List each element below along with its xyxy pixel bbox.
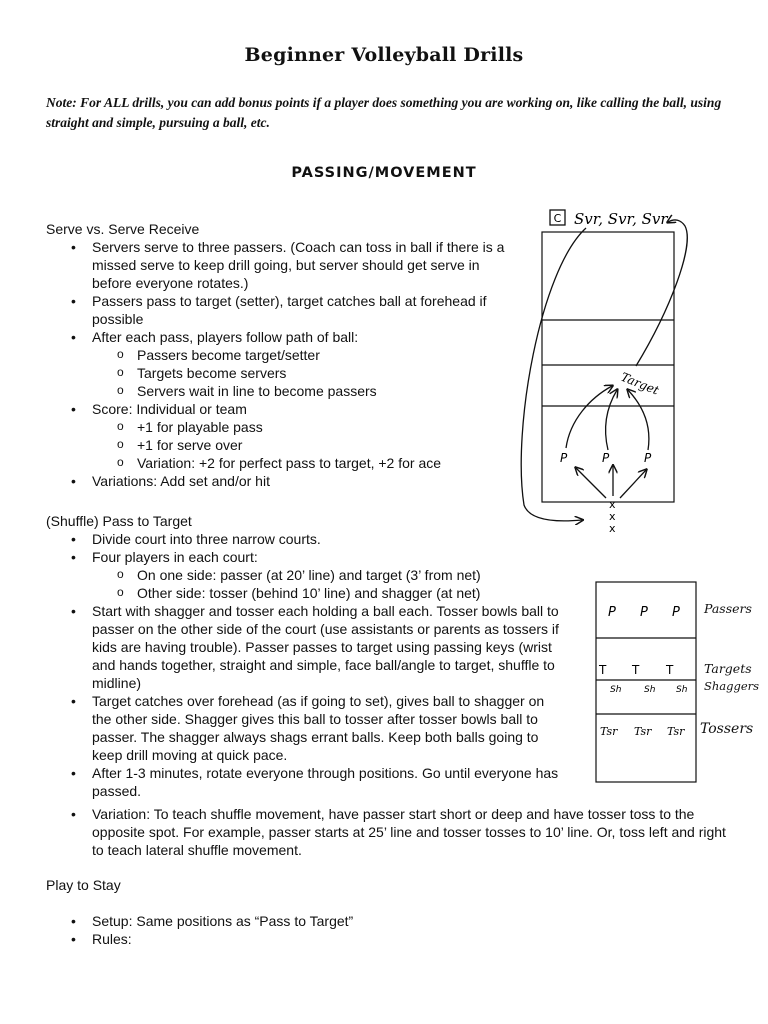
serve-receive-diagram bbox=[520, 200, 710, 540]
servers-label: Svr, Svr, Svr bbox=[574, 210, 668, 228]
target-label: Target bbox=[618, 369, 661, 398]
list-item bbox=[46, 548, 560, 602]
list-item: • Servers serve to three passers. (Coach can toss in ball if there is a missed serve to keep drill going, but server should get serve in before everyone rotates.) bbox=[46, 238, 506, 292]
shagger-marker: Sh bbox=[644, 685, 656, 695]
passer-marker: P bbox=[672, 605, 680, 620]
server-line-marker: x bbox=[609, 522, 616, 535]
drill-title-pass-to-target: (Shuffle) Pass to Target bbox=[46, 513, 192, 529]
passer-marker: P bbox=[640, 605, 648, 620]
list-item-text: After each pass, players follow path of ball: bbox=[92, 329, 359, 345]
passer-arrows bbox=[566, 386, 649, 498]
list-item: • Rules: bbox=[46, 930, 546, 948]
shagger-marker: Sh bbox=[676, 685, 688, 695]
list-item: • Divide court into three narrow courts. bbox=[46, 530, 560, 548]
list-item-text: Four players in each court: bbox=[92, 549, 258, 565]
passer-marker: P bbox=[644, 451, 652, 465]
passer-marker: P bbox=[608, 605, 616, 620]
sub-list-item: o Other side: tosser (behind 10’ line) and shagger (at net) bbox=[92, 584, 560, 602]
shaggers-label: Shaggers bbox=[704, 679, 760, 693]
shagger-marker: Sh bbox=[610, 685, 622, 695]
target-marker: T bbox=[632, 663, 640, 677]
list-item bbox=[46, 328, 506, 400]
drill2-variation-list bbox=[46, 805, 736, 859]
sub-list bbox=[92, 418, 506, 472]
sub-list bbox=[92, 566, 560, 602]
target-marker: T bbox=[599, 663, 607, 677]
drill3-list bbox=[46, 912, 546, 948]
target-to-server-arrow bbox=[636, 220, 687, 366]
list-item: • Target catches over forehead (as if going to set), gives ball to shagger on the other side. Shagger gives this ball to tosser after tosser bowls ball to passer. The shagger always shags errant balls. Keep both balls going to keep drill moving at quick pace. bbox=[46, 692, 560, 764]
passer-marker: P bbox=[560, 451, 568, 465]
list-item: • Variation: To teach shuffle movement, have passer start short or deep and have tosser toss to the opposite spot. For example, passer starts at 25’ line and tosser tosses to 10’ line. Or, toss left and right to teach lateral shuffle movement. bbox=[46, 805, 736, 859]
drill2-list bbox=[46, 530, 560, 800]
sub-list bbox=[92, 346, 506, 400]
drill-title-serve-receive: Serve vs. Serve Receive bbox=[46, 221, 200, 237]
sub-list-item: o +1 for serve over bbox=[92, 436, 506, 454]
server-line-marker: x bbox=[609, 510, 616, 523]
targets-label: Targets bbox=[704, 661, 752, 676]
list-item: • After 1-3 minutes, rotate everyone through positions. Go until everyone has passed. bbox=[46, 764, 572, 800]
sub-list-item: o On one side: passer (at 20’ line) and target (3’ from net) bbox=[92, 566, 560, 584]
sub-list-item: o Targets become servers bbox=[92, 364, 506, 382]
drill1-list bbox=[46, 238, 506, 490]
tossers-label: Tossers bbox=[700, 721, 754, 737]
tosser-marker: Tsr bbox=[600, 725, 618, 738]
list-item: • Passers pass to target (setter), target catches ball at forehead if possible bbox=[46, 292, 506, 328]
target-marker: T bbox=[666, 663, 674, 677]
sub-list-item: o Servers wait in line to become passers bbox=[92, 382, 506, 400]
coach-label: C bbox=[553, 212, 562, 225]
passer-marker: P bbox=[602, 451, 610, 465]
section-heading: PASSING/MOVEMENT bbox=[291, 165, 477, 181]
list-item: • Start with shagger and tosser each holding a ball each. Tosser bowls ball to passer on the other side of the court (use assistants or parents as tossers if kids are having trouble). Passer passes to target using passing keys (wrist and hands together, straight and simple, face ball/angle to target, shuffle to midline) bbox=[46, 602, 560, 692]
server-to-passer-arrow bbox=[521, 228, 586, 521]
tosser-marker: Tsr bbox=[634, 725, 652, 738]
page-title: Beginner Volleyball Drills bbox=[244, 44, 524, 66]
list-item: • Setup: Same positions as “Pass to Target” bbox=[46, 912, 546, 930]
server-line-marker: x bbox=[609, 498, 616, 511]
pass-to-target-diagram bbox=[594, 580, 700, 785]
sub-list-item: o +1 for playable pass bbox=[92, 418, 506, 436]
list-item bbox=[46, 400, 506, 472]
list-item: • Variations: Add set and/or hit bbox=[46, 472, 506, 490]
drill-title-play-to-stay: Play to Stay bbox=[46, 877, 121, 893]
sub-list-item: o Variation: +2 for perfect pass to target, +2 for ace bbox=[92, 454, 506, 472]
passers-label: Passers bbox=[704, 601, 752, 616]
sub-list-item: o Passers become target/setter bbox=[92, 346, 506, 364]
tosser-marker: Tsr bbox=[667, 725, 685, 738]
list-item-text: Score: Individual or team bbox=[92, 401, 247, 417]
note-paragraph: Note: For ALL drills, you can add bonus points if a player does something you are working on, like calling the ball, using straight and simple, pursuing a ball, etc. bbox=[46, 95, 722, 130]
